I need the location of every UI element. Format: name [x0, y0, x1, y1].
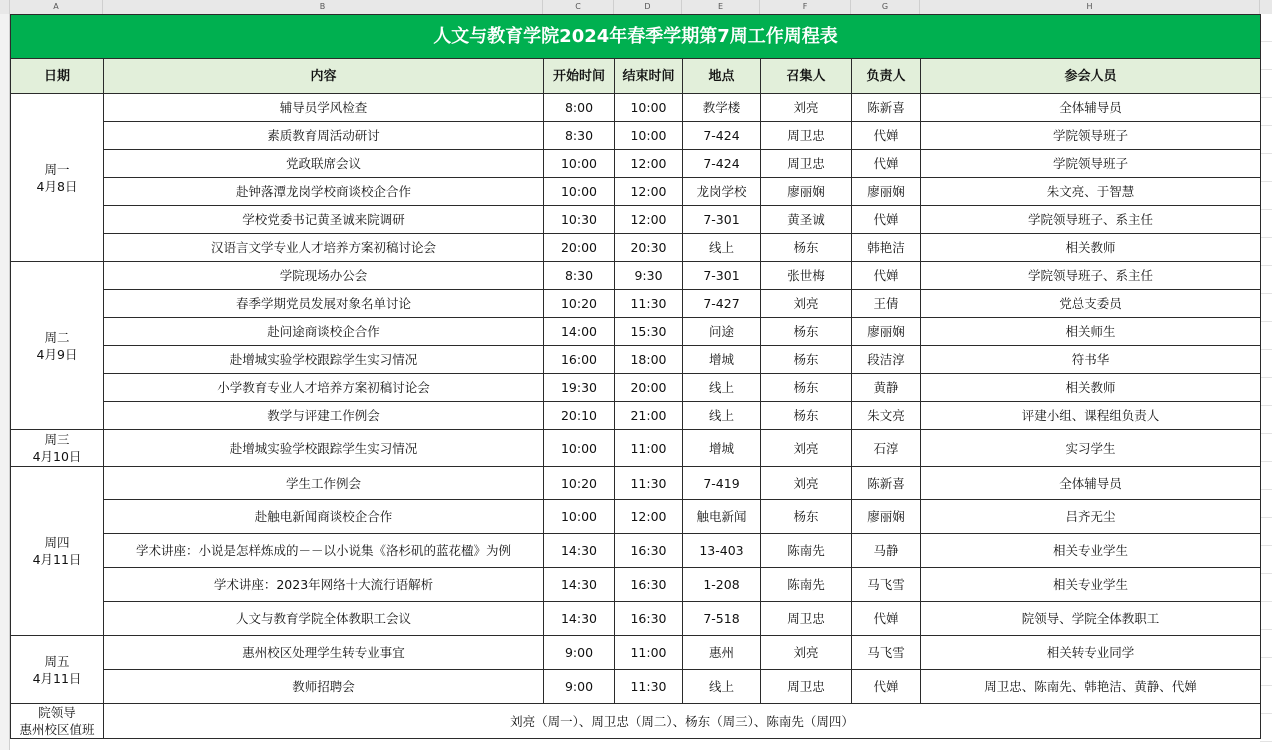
- header-place[interactable]: 地点: [683, 59, 761, 94]
- place-cell[interactable]: 教学楼: [683, 94, 761, 122]
- header-start-time[interactable]: 开始时间: [544, 59, 615, 94]
- lead-cell[interactable]: 黄静: [852, 374, 921, 402]
- end-time-cell[interactable]: 12:00: [615, 500, 683, 534]
- start-time-cell[interactable]: 10:00: [544, 178, 615, 206]
- start-time-cell[interactable]: 9:00: [544, 670, 615, 704]
- header-end-time[interactable]: 结束时间: [615, 59, 683, 94]
- attendees-cell[interactable]: 周卫忠、陈南先、韩艳洁、黄静、代婵: [921, 670, 1261, 704]
- start-time-cell[interactable]: 8:30: [544, 122, 615, 150]
- end-time-cell[interactable]: 12:00: [615, 150, 683, 178]
- convener-cell[interactable]: 陈南先: [761, 568, 852, 602]
- end-time-cell[interactable]: 16:30: [615, 602, 683, 636]
- duty-label-line2: 惠州校区值班: [19, 722, 95, 737]
- content-cell[interactable]: 学院现场办公会: [104, 262, 544, 290]
- start-time-cell[interactable]: 10:20: [544, 290, 615, 318]
- start-time-cell[interactable]: 14:30: [544, 602, 615, 636]
- convener-cell[interactable]: 黄圣诚: [761, 206, 852, 234]
- column-letter-e[interactable]: E: [682, 0, 760, 14]
- day-cell[interactable]: [11, 430, 104, 467]
- column-letter-f[interactable]: F: [760, 0, 851, 14]
- start-time-cell[interactable]: 14:30: [544, 568, 615, 602]
- content-cell[interactable]: 赴增城实验学校跟踪学生实习情况: [104, 430, 544, 467]
- lead-cell[interactable]: 马静: [852, 534, 921, 568]
- table-row: [11, 94, 1261, 122]
- attendees-cell[interactable]: 评建小组、课程组负责人: [921, 402, 1261, 430]
- place-cell[interactable]: 7-427: [683, 290, 761, 318]
- select-all-corner: [0, 0, 10, 14]
- place-cell[interactable]: 线上: [683, 234, 761, 262]
- attendees-cell[interactable]: 党总支委员: [921, 290, 1261, 318]
- attendees-cell[interactable]: 学院领导班子、系主任: [921, 262, 1261, 290]
- content-cell[interactable]: 人文与教育学院全体教职工会议: [104, 602, 544, 636]
- start-time-cell[interactable]: 10:00: [544, 500, 615, 534]
- content-cell[interactable]: 党政联席会议: [104, 150, 544, 178]
- sheet-title[interactable]: 人文与教育学院2024年春季学期第7周工作周程表: [11, 15, 1261, 59]
- content-cell[interactable]: 惠州校区处理学生转专业事宜: [104, 636, 544, 670]
- attendees-cell[interactable]: 全体辅导员: [921, 94, 1261, 122]
- start-time-cell[interactable]: 8:00: [544, 94, 615, 122]
- weekday-label: 周二: [44, 329, 70, 345]
- header-lead[interactable]: 负责人: [852, 59, 921, 94]
- column-letter-h[interactable]: H: [920, 0, 1260, 14]
- column-letter-a[interactable]: A: [10, 0, 103, 14]
- attendees-cell[interactable]: 学院领导班子: [921, 122, 1261, 150]
- convener-cell[interactable]: 周卫忠: [761, 150, 852, 178]
- duty-label-line1: 院领导: [38, 705, 76, 720]
- end-time-cell[interactable]: 10:00: [615, 94, 683, 122]
- start-time-cell[interactable]: 20:10: [544, 402, 615, 430]
- convener-cell[interactable]: 杨东: [761, 374, 852, 402]
- place-cell[interactable]: 增城: [683, 346, 761, 374]
- place-cell[interactable]: 7-518: [683, 602, 761, 636]
- table-row: [11, 670, 1261, 704]
- convener-cell[interactable]: 周卫忠: [761, 122, 852, 150]
- date-label: 4月8日: [36, 178, 78, 194]
- place-cell[interactable]: 增城: [683, 430, 761, 467]
- content-cell[interactable]: 辅导员学风检查: [104, 94, 544, 122]
- row-header-bar: [0, 14, 10, 750]
- start-time-cell[interactable]: 10:20: [544, 467, 615, 500]
- convener-cell[interactable]: 刘亮: [761, 94, 852, 122]
- convener-cell[interactable]: 杨东: [761, 234, 852, 262]
- attendees-cell[interactable]: 吕齐无尘: [921, 500, 1261, 534]
- table-row: [11, 122, 1261, 150]
- day-cell[interactable]: [11, 636, 104, 704]
- attendees-cell[interactable]: 学院领导班子、系主任: [921, 206, 1261, 234]
- lead-cell[interactable]: 韩艳洁: [852, 234, 921, 262]
- convener-cell[interactable]: 杨东: [761, 500, 852, 534]
- duty-label-cell[interactable]: [11, 704, 104, 739]
- table-row: [11, 568, 1261, 602]
- end-time-cell[interactable]: 11:30: [615, 467, 683, 500]
- table-row: [11, 534, 1261, 568]
- start-time-cell[interactable]: 14:30: [544, 534, 615, 568]
- content-cell[interactable]: 教师招聘会: [104, 670, 544, 704]
- weekday-label: 周四: [44, 535, 70, 550]
- lead-cell[interactable]: 代婵: [852, 670, 921, 704]
- table-row: [11, 636, 1261, 670]
- convener-cell[interactable]: 杨东: [761, 318, 852, 346]
- start-time-cell[interactable]: 16:00: [544, 346, 615, 374]
- convener-cell[interactable]: 廖丽娴: [761, 178, 852, 206]
- end-time-cell[interactable]: 16:30: [615, 568, 683, 602]
- end-time-cell[interactable]: 11:00: [615, 430, 683, 467]
- start-time-cell[interactable]: 9:00: [544, 636, 615, 670]
- content-cell[interactable]: 素质教育周活动研讨: [104, 122, 544, 150]
- content-cell[interactable]: 学生工作例会: [104, 467, 544, 500]
- header-content[interactable]: 内容: [104, 59, 544, 94]
- start-time-cell[interactable]: 8:30: [544, 262, 615, 290]
- table-row: [11, 262, 1261, 290]
- lead-cell[interactable]: 廖丽娴: [852, 318, 921, 346]
- attendees-cell[interactable]: 相关教师: [921, 374, 1261, 402]
- content-cell[interactable]: 学校党委书记黄圣诚来院调研: [104, 206, 544, 234]
- lead-cell[interactable]: 马飞雪: [852, 636, 921, 670]
- place-cell[interactable]: 龙岗学校: [683, 178, 761, 206]
- convener-cell[interactable]: 刘亮: [761, 290, 852, 318]
- convener-cell[interactable]: 陈南先: [761, 534, 852, 568]
- content-cell[interactable]: 赴问途商谈校企合作: [104, 318, 544, 346]
- column-letter-b[interactable]: B: [103, 0, 543, 14]
- table-row: [11, 602, 1261, 636]
- attendees-cell[interactable]: 学院领导班子: [921, 150, 1261, 178]
- place-cell[interactable]: 7-419: [683, 467, 761, 500]
- attendees-cell[interactable]: 相关教师: [921, 234, 1261, 262]
- end-time-cell[interactable]: 9:30: [615, 262, 683, 290]
- place-cell[interactable]: 问途: [683, 318, 761, 346]
- attendees-cell[interactable]: 相关专业学生: [921, 534, 1261, 568]
- start-time-cell[interactable]: 19:30: [544, 374, 615, 402]
- start-time-cell[interactable]: 10:00: [544, 430, 615, 467]
- place-cell[interactable]: 惠州: [683, 636, 761, 670]
- content-cell[interactable]: 教学与评建工作例会: [104, 402, 544, 430]
- column-header-bar: [0, 0, 1272, 15]
- attendees-cell[interactable]: 相关专业学生: [921, 568, 1261, 602]
- attendees-cell[interactable]: 相关师生: [921, 318, 1261, 346]
- attendees-cell[interactable]: 相关转专业同学: [921, 636, 1261, 670]
- day-cell[interactable]: [11, 262, 104, 430]
- duty-value-cell[interactable]: 刘亮（周一）、周卫忠（周二）、杨东（周三）、陈南先（周四）: [104, 704, 1261, 739]
- weekday-label: 周五: [44, 653, 70, 669]
- table-row: [11, 500, 1261, 534]
- duty-row: [11, 704, 1261, 739]
- empty-grid-area: [1260, 14, 1272, 750]
- lead-cell[interactable]: 朱文亮: [852, 402, 921, 430]
- lead-cell[interactable]: 代婵: [852, 206, 921, 234]
- end-time-cell[interactable]: 16:30: [615, 534, 683, 568]
- end-time-cell[interactable]: 11:30: [615, 290, 683, 318]
- header-attendees[interactable]: 参会人员: [921, 59, 1261, 94]
- content-cell[interactable]: 汉语言文学专业人才培养方案初稿讨论会: [104, 234, 544, 262]
- date-label: 4月9日: [36, 346, 78, 362]
- place-cell[interactable]: 7-301: [683, 206, 761, 234]
- convener-cell[interactable]: 刘亮: [761, 467, 852, 500]
- table-row: [11, 346, 1261, 374]
- content-cell[interactable]: 赴触电新闻商谈校企合作: [104, 500, 544, 534]
- start-time-cell[interactable]: 20:00: [544, 234, 615, 262]
- convener-cell[interactable]: 杨东: [761, 402, 852, 430]
- schedule-grid: [10, 14, 1260, 739]
- day-cell[interactable]: [11, 94, 104, 262]
- content-cell[interactable]: 小学教育专业人才培养方案初稿讨论会: [104, 374, 544, 402]
- column-letter-c[interactable]: C: [543, 0, 614, 14]
- table-row: [11, 374, 1261, 402]
- table-row: [11, 402, 1261, 430]
- attendees-cell[interactable]: 实习学生: [921, 430, 1261, 467]
- place-cell[interactable]: 1-208: [683, 568, 761, 602]
- end-time-cell[interactable]: 21:00: [615, 402, 683, 430]
- lead-cell[interactable]: 马飞雪: [852, 568, 921, 602]
- convener-cell[interactable]: 杨东: [761, 346, 852, 374]
- end-time-cell[interactable]: 11:00: [615, 636, 683, 670]
- schedule-table: [10, 14, 1261, 739]
- lead-cell[interactable]: 陈新喜: [852, 467, 921, 500]
- place-cell[interactable]: 线上: [683, 402, 761, 430]
- attendees-cell[interactable]: 朱文亮、于智慧: [921, 178, 1261, 206]
- end-time-cell[interactable]: 12:00: [615, 178, 683, 206]
- table-row: [11, 430, 1261, 467]
- end-time-cell[interactable]: 15:30: [615, 318, 683, 346]
- place-cell[interactable]: 13-403: [683, 534, 761, 568]
- content-cell[interactable]: 赴增城实验学校跟踪学生实习情况: [104, 346, 544, 374]
- place-cell[interactable]: 线上: [683, 374, 761, 402]
- table-row: [11, 206, 1261, 234]
- convener-cell[interactable]: 周卫忠: [761, 602, 852, 636]
- end-time-cell[interactable]: 12:00: [615, 206, 683, 234]
- attendees-cell[interactable]: 全体辅导员: [921, 467, 1261, 500]
- lead-cell[interactable]: 廖丽娴: [852, 178, 921, 206]
- attendees-cell[interactable]: 符书华: [921, 346, 1261, 374]
- table-row: [11, 467, 1261, 500]
- table-row: [11, 234, 1261, 262]
- column-letter-g[interactable]: G: [851, 0, 920, 14]
- start-time-cell[interactable]: 10:30: [544, 206, 615, 234]
- table-row: [11, 150, 1261, 178]
- attendees-cell[interactable]: 院领导、学院全体教职工: [921, 602, 1261, 636]
- content-cell[interactable]: 学术讲座：小说是怎样炼成的－－以小说集《洛杉矶的蓝花楹》为例: [104, 534, 544, 568]
- column-letter-d[interactable]: D: [614, 0, 682, 14]
- lead-cell[interactable]: 王倩: [852, 290, 921, 318]
- convener-cell[interactable]: 张世梅: [761, 262, 852, 290]
- content-cell[interactable]: 学术讲座：2023年网络十大流行语解析: [104, 568, 544, 602]
- end-time-cell[interactable]: 20:00: [615, 374, 683, 402]
- lead-cell[interactable]: 段洁淳: [852, 346, 921, 374]
- table-row: [11, 290, 1261, 318]
- header-date[interactable]: 日期: [11, 59, 104, 94]
- convener-cell[interactable]: 刘亮: [761, 636, 852, 670]
- end-time-cell[interactable]: 10:00: [615, 122, 683, 150]
- place-cell[interactable]: 线上: [683, 670, 761, 704]
- date-label: 4月11日: [32, 670, 82, 686]
- date-label: 4月11日: [32, 552, 82, 567]
- lead-cell[interactable]: 石淳: [852, 430, 921, 467]
- table-row: [11, 318, 1261, 346]
- header-convener[interactable]: 召集人: [761, 59, 852, 94]
- place-cell[interactable]: 7-424: [683, 122, 761, 150]
- lead-cell[interactable]: 代婵: [852, 602, 921, 636]
- start-time-cell[interactable]: 14:00: [544, 318, 615, 346]
- day-cell[interactable]: [11, 467, 104, 636]
- end-time-cell[interactable]: 11:30: [615, 670, 683, 704]
- lead-cell[interactable]: 廖丽娴: [852, 500, 921, 534]
- content-cell[interactable]: 赴钟落潭龙岗学校商谈校企合作: [104, 178, 544, 206]
- date-label: 4月10日: [32, 449, 82, 464]
- lead-cell[interactable]: 代婵: [852, 122, 921, 150]
- end-time-cell[interactable]: 18:00: [615, 346, 683, 374]
- convener-cell[interactable]: 刘亮: [761, 430, 852, 467]
- lead-cell[interactable]: 陈新喜: [852, 94, 921, 122]
- lead-cell[interactable]: 代婵: [852, 262, 921, 290]
- place-cell[interactable]: 触电新闻: [683, 500, 761, 534]
- end-time-cell[interactable]: 20:30: [615, 234, 683, 262]
- weekday-label: 周一: [44, 161, 70, 177]
- convener-cell[interactable]: 周卫忠: [761, 670, 852, 704]
- start-time-cell[interactable]: 10:00: [544, 150, 615, 178]
- table-row: [11, 178, 1261, 206]
- content-cell[interactable]: 春季学期党员发展对象名单讨论: [104, 290, 544, 318]
- weekday-label: 周三: [44, 432, 70, 447]
- lead-cell[interactable]: 代婵: [852, 150, 921, 178]
- place-cell[interactable]: 7-424: [683, 150, 761, 178]
- place-cell[interactable]: 7-301: [683, 262, 761, 290]
